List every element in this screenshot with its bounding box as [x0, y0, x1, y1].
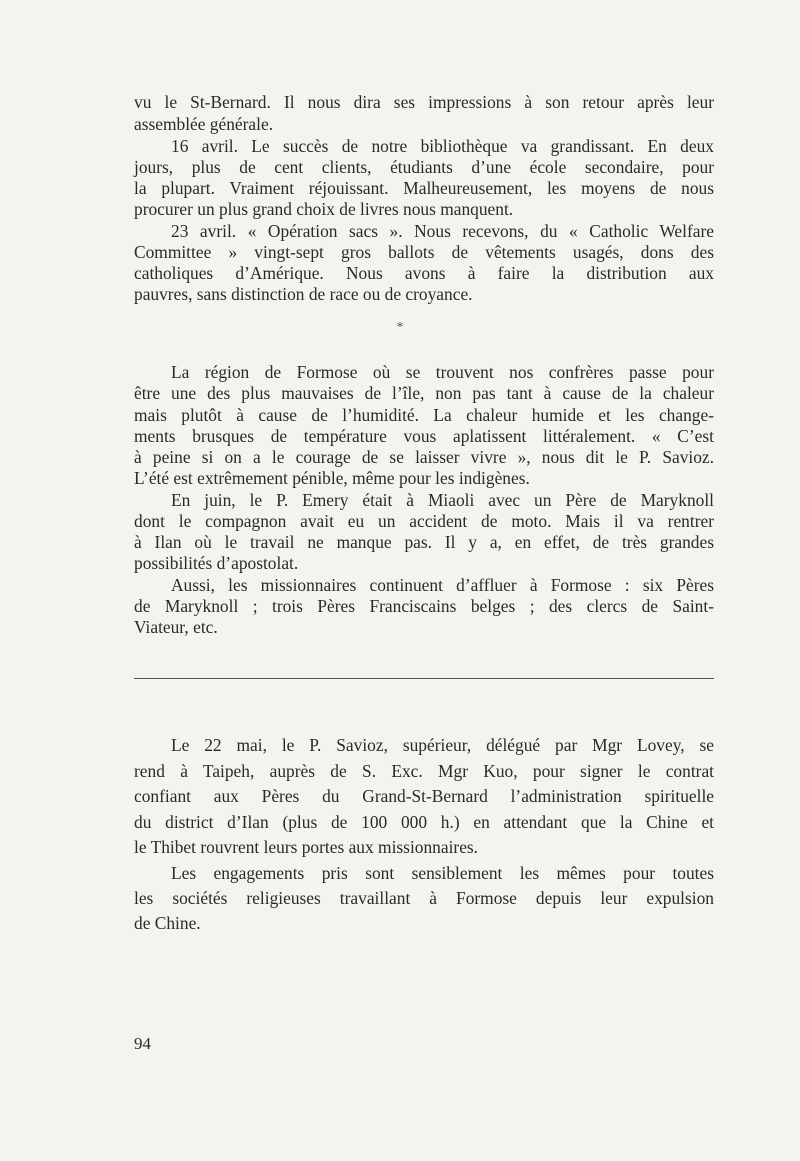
text-line: vu le St-Bernard. Il nous dira ses impressions à son retour après leur — [134, 92, 714, 112]
text-line: de Maryknoll ; trois Pères Franciscains belges ; des clercs de Saint- — [134, 596, 714, 616]
text-line: de Chine. — [134, 913, 201, 933]
text-line: L’été est extrêmement pénible, même pour les indigènes. — [134, 468, 530, 488]
section-separator: * — [396, 320, 404, 335]
page-number: 94 — [134, 1034, 151, 1053]
text-line: la plupart. Vraiment réjouissant. Malheureusement, les moyens de nous — [134, 178, 714, 198]
text-line: Les engagements pris sont sensiblement les mêmes pour toutes — [171, 863, 714, 883]
text-line: être une des plus mauvaises de l’île, non pas tant à cause de la chaleur — [134, 383, 714, 403]
text-line: catholiques d’Amérique. Nous avons à faire la distribution aux — [134, 263, 714, 283]
horizontal-rule — [134, 678, 714, 679]
text-line: procurer un plus grand choix de livres nous manquent. — [134, 199, 514, 219]
text-line: En juin, le P. Emery était à Miaoli avec un Père de Maryknoll — [171, 490, 714, 510]
text-line: les sociétés religieuses travaillant à Formose depuis leur expulsion — [134, 888, 714, 908]
text-line: pauvres, sans distinction de race ou de croyance. — [134, 284, 473, 304]
text-line: 23 avril. « Opération sacs ». Nous recevons, du « Catholic Welfare — [171, 221, 714, 241]
text-line: Aussi, les missionnaires continuent d’affluer à Formose : six Pères — [171, 575, 714, 595]
text-line: du district d’Ilan (plus de 100 000 h.) en attendant que la Chine et — [134, 812, 714, 832]
text-line: mais plutôt à cause de l’humidité. La chaleur humide et les change- — [134, 405, 714, 425]
text-line: rend à Taipeh, auprès de S. Exc. Mgr Kuo, pour signer le contrat — [134, 761, 714, 781]
text-line: à Ilan où le travail ne manque pas. Il y a, en effet, de très grandes — [134, 532, 714, 552]
text-line: assemblée générale. — [134, 114, 274, 134]
text-line: le Thibet rouvrent leurs portes aux missionnaires. — [134, 837, 479, 857]
text-line: Viateur, etc. — [134, 617, 218, 637]
text-line: Committee » vingt-sept gros ballots de vêtements usagés, dons des — [134, 242, 714, 262]
text-line: 16 avril. Le succès de notre bibliothèque va grandissant. En deux — [171, 136, 714, 156]
text-line: dont le compagnon avait eu un accident de moto. Mais il va rentrer — [134, 511, 714, 531]
text-line: La région de Formose où se trouvent nos confrères passe pour — [171, 362, 714, 382]
text-line: à peine si on a le courage de se laisser vivre », nous dit le P. Savioz. — [134, 447, 714, 467]
text-line: jours, plus de cent clients, étudiants d’une école secondaire, pour — [134, 157, 714, 177]
text-line: ments brusques de température vous aplatissent littéralement. « C’est — [134, 426, 714, 446]
text-line: Le 22 mai, le P. Savioz, supérieur, délégué par Mgr Lovey, se — [171, 735, 714, 755]
text-line: confiant aux Pères du Grand-St-Bernard l’administration spirituelle — [134, 786, 714, 806]
text-line: possibilités d’apostolat. — [134, 553, 299, 573]
